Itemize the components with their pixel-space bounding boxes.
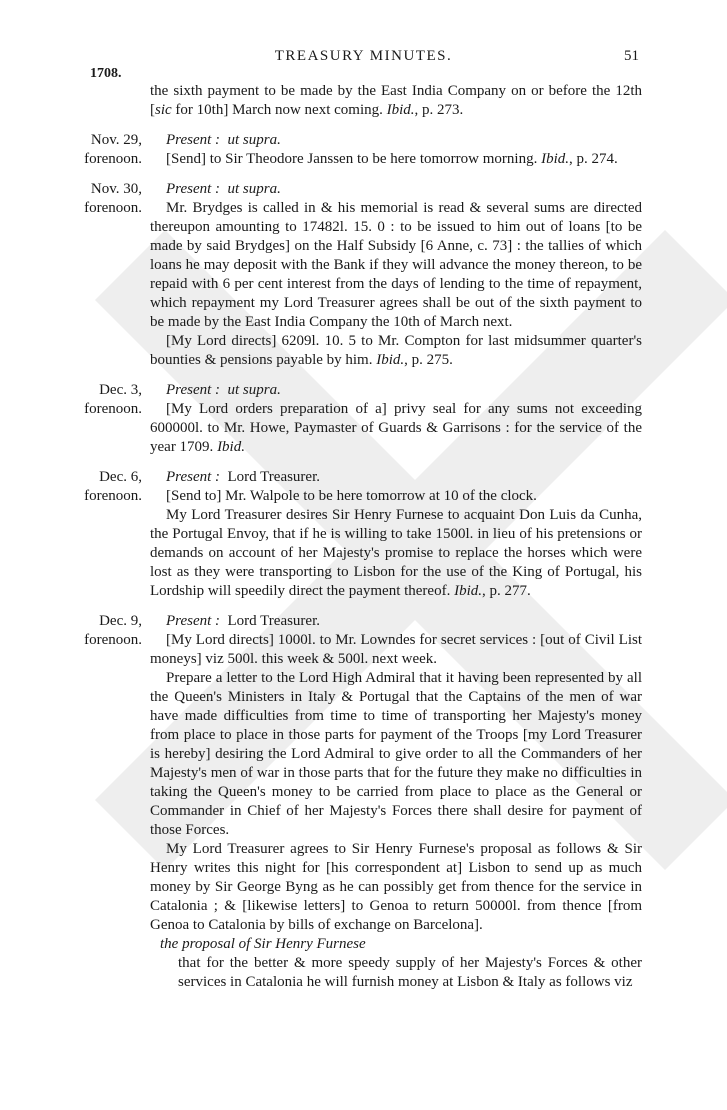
ibid-reference: Ibid. bbox=[376, 352, 405, 368]
present-line: Present : ut supra. bbox=[166, 181, 281, 197]
ibid-reference: Ibid. bbox=[386, 102, 415, 118]
present-line: Present : ut supra. bbox=[166, 132, 281, 148]
minute-entry bbox=[74, 612, 642, 992]
minute-entry bbox=[74, 180, 642, 370]
continuation-paragraph bbox=[74, 82, 642, 120]
date-time: forenoon. bbox=[84, 632, 142, 648]
minute-paragraph: [My Lord directs] 1000l. to Mr. Lowndes for secret services : [out of Civil List moneys] viz 500l. this week & 500l. next week. bbox=[150, 632, 642, 667]
proposal-heading: the proposal of Sir Henry Furnese bbox=[160, 936, 366, 952]
page-number: 51 bbox=[624, 48, 639, 64]
date-day: Dec. 3, bbox=[99, 382, 142, 398]
date-time: forenoon. bbox=[84, 200, 142, 216]
minute-paragraph: [My Lord directs] 6209l. 10. 5 to Mr. Compton for last midsummer quarter's bounties & pensions payable by him. Ibid., p. 275. bbox=[150, 333, 642, 368]
present-line: Present : Lord Treasurer. bbox=[166, 613, 321, 629]
minute-paragraph: [Send] to Sir Theodore Janssen to be here tomorrow morning. Ibid., p. 274. bbox=[166, 151, 618, 167]
date-day: Nov. 30, bbox=[90, 181, 142, 197]
minute-paragraph: [My Lord orders preparation of a] privy seal for any sums not exceeding 600000l. to Mr. Howe, Paymaster of Guards & Garrisons : for the service of the year 1709. Ibid. bbox=[150, 401, 642, 455]
ibid-reference: Ibid. bbox=[541, 151, 569, 167]
entry-date bbox=[74, 381, 142, 419]
entry-date bbox=[74, 180, 142, 218]
present-line: Present : ut supra. bbox=[166, 382, 281, 398]
proposal-text: that for the better & more speedy supply of her Majesty's Forces & other services in Catalonia he will furnish money at Lisbon & Italy as follows viz bbox=[178, 955, 642, 990]
minute-entry bbox=[74, 131, 642, 169]
running-title: TREASURY MINUTES. bbox=[274, 48, 453, 64]
minutes-body bbox=[74, 82, 642, 992]
minute-entry bbox=[74, 468, 642, 601]
minute-paragraph: Prepare a letter to the Lord High Admiral that it having been represented by all the Queen's Ministers in Italy & Portugal that the Captains of the men of war have made difficulties from time to time of transporting her Majesty's money from place to place in those parts for payment of the Troops [my Lord Treasurer is hereby] desiring the Lord Admiral to give order to all the Commanders of her Majesty's men of war in those parts that for the future they make no difficulties in taking the Queen's money to be carried from place to place as the General or Commander in Chief of her Majesty's Forces there shall desire for payment of those Forces. bbox=[150, 670, 642, 838]
minute-paragraph: [Send to] Mr. Walpole to be here tomorrow at 10 of the clock. bbox=[166, 488, 537, 504]
date-day: Dec. 6, bbox=[99, 469, 142, 485]
ibid-reference: Ibid. bbox=[454, 583, 483, 599]
reference-page: , p. 273. bbox=[414, 102, 464, 118]
date-time: forenoon. bbox=[84, 401, 142, 417]
continuation-text-2: for 10th] March now next coming. bbox=[171, 102, 387, 118]
ibid-reference: Ibid. bbox=[217, 439, 245, 455]
date-day: Dec. 9, bbox=[99, 613, 142, 629]
date-time: forenoon. bbox=[84, 488, 142, 504]
minute-paragraph: Mr. Brydges is called in & his memorial is read & several sums are directed thereupon amounting to 17482l. 15. 0 : to be issued to him out of loans [to be made by said Brydges] on the Half Subsidy [6 Anne, c. 73] : the tallies of which loans he may deposit with the Bank if they will advance the money thereon, to be repaid with 6 per cent interest from the days of lending to the time of repayment, which repayment my Lord Treasurer agrees shall be out of the sixth payment to be made by the East India Company the 10th of March next. bbox=[150, 200, 642, 330]
present-line: Present : Lord Treasurer. bbox=[166, 469, 321, 485]
entry-date bbox=[74, 612, 142, 650]
sic-note: sic bbox=[155, 102, 172, 118]
year-label: 1708. bbox=[90, 66, 122, 81]
minute-paragraph: My Lord Treasurer desires Sir Henry Furnese to acquaint Don Luis da Cunha, the Portugal Envoy, that if he is willing to take 1500l. in lieu of his pretensions or demands on account of her Majesty's promise to replace the horses which were lost as they were transporting to Lisbon for the use of the King of Portugal, his Lordship will speedily direct the payment thereof. Ibid., p. 277. bbox=[150, 507, 642, 599]
continuation-text: the sixth payment to be made by the East India Company on or before the 12th [ bbox=[150, 83, 642, 118]
entry-date bbox=[74, 468, 142, 506]
minute-entry bbox=[74, 381, 642, 457]
minute-paragraph: My Lord Treasurer agrees to Sir Henry Furnese's proposal as follows & Sir Henry writes this night for [his correspondent at] Lisbon to send up as much money by Sir George Byng as he can possibly get from thence for the service in Catalonia ; & [likewise letters] to Genoa to return 50000l. from thence [from Genoa to Catalonia by bills of exchange on Barcelona]. bbox=[150, 841, 642, 933]
date-day: Nov. 29, bbox=[90, 132, 142, 148]
entry-date bbox=[74, 131, 142, 169]
date-time: forenoon. bbox=[84, 151, 142, 167]
